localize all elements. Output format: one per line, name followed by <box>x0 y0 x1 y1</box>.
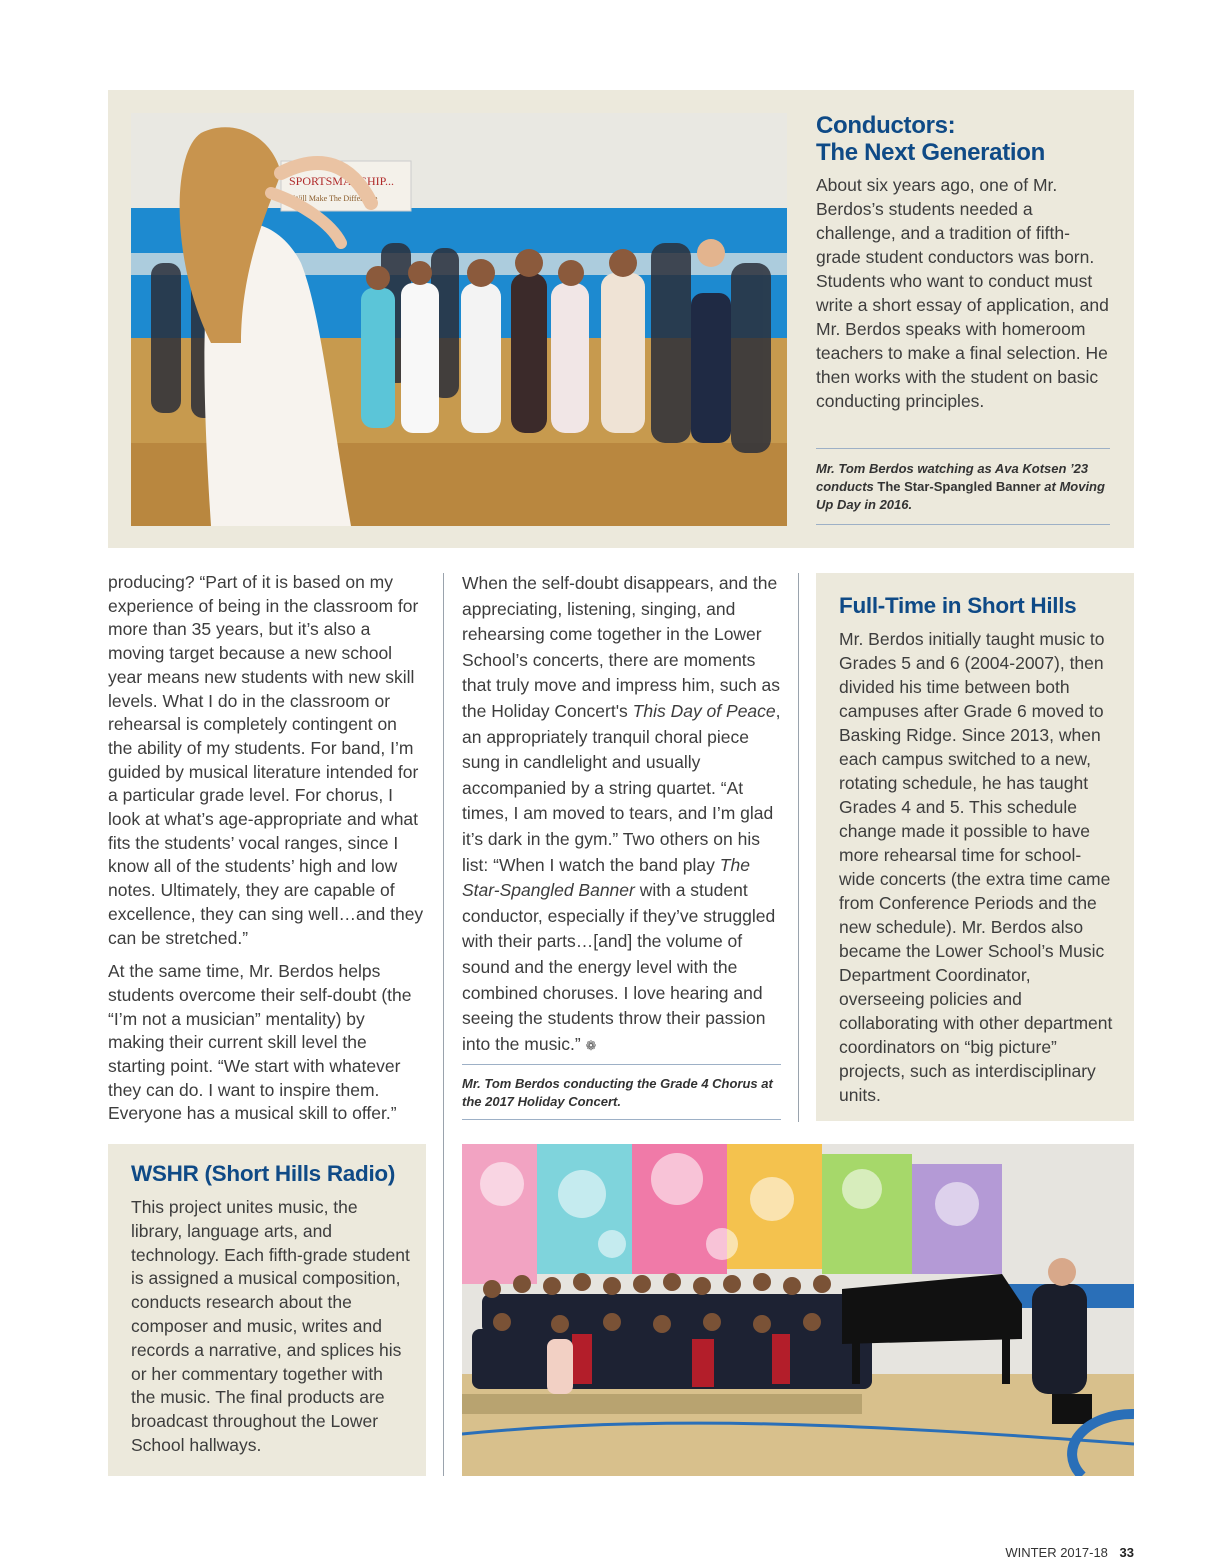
wshr-heading: WSHR (Short Hills Radio) <box>131 1161 396 1186</box>
wshr-body: This project unites music, the library, language arts, and technology. Each fifth-grade student is assigned a musical composition, conducts research about the composer and music, writes and records a narrative, and splices his or her commentary together with the music. The final products are broadcast throughout the Lower School hallways. <box>131 1197 410 1455</box>
column2-caption-rule-top <box>462 1064 781 1065</box>
article-column-2 <box>462 571 782 1058</box>
column-divider-1 <box>443 573 444 1476</box>
conductors-caption-rule-bottom <box>816 524 1110 525</box>
end-mark-icon: ❁ <box>585 1037 597 1053</box>
page-number: 33 <box>1119 1545 1134 1560</box>
issue-label: WINTER 2017-18 <box>1005 1545 1108 1560</box>
conductors-body: About six years ago, one of Mr. Berdos’s students needed a challenge, and a tradition of fifth-grade student conductors was born. Students who want to conduct must write a short essay of application, and Mr. Berdos speaks with homeroom teachers to make a final selection. He then works with the student on basic conducting principles. <box>816 175 1109 411</box>
conductors-heading-line1: Conductors: <box>816 112 956 139</box>
fulltime-heading: Full-Time in Short Hills <box>839 593 1077 618</box>
column2-text-b: , an appropriately tranquil choral piece sung in candlelight and usually accompanied by a string quartet. “At times, I am moved to tears, and I’m glad it’s dark in the gym.” Two others on his list: “When I watch the band play <box>462 700 781 875</box>
caption-song-title: The Star-Spangled Banner <box>877 479 1041 494</box>
conductors-heading-line2: The Next Generation <box>816 139 1046 166</box>
column2-italic-a: This Day of Peace <box>632 700 776 721</box>
column-divider-2 <box>798 573 799 1122</box>
article-column-1 <box>108 571 424 1136</box>
conductor-photo <box>131 113 787 526</box>
column2-text-a: When the self-doubt disappears, and the appreciating, listening, singing, and rehearsing come together in the Lower School’s concerts, there are moments that truly move and impress him, such as the Holiday Concert's <box>462 573 781 721</box>
page-footer <box>1000 1545 1134 1560</box>
conductors-caption-rule-top <box>816 448 1110 449</box>
conductors-heading <box>816 112 1116 166</box>
column2-text-c: with a student conductor, especially if they’ve struggled with their parts…[and] the volume of sound and the energy level with the combined choruses. I love hearing and seeing the students throw their passion into the music.” <box>462 880 776 1054</box>
article-paragraph-1: producing? “Part of it is based on my experience of being in the classroom for more than 35 years, but it’s also a moving target because a new school year means new students with new skill levels. What I do in the classroom or rehearsal is completely contingent on the ability of my students. For band, I’m guided by musical literature intended for a particular grade level. For chorus, I look at what’s age-appropriate and what fits the students’ vocal ranges, since I know all of the students’ high and low notes. Ultimately, they are capable of excellence, they can sing well…and they can be stretched.” <box>108 572 424 948</box>
column2-caption-rule-bottom <box>462 1119 781 1120</box>
caption-text-post: at Moving Up Day in 2016. <box>816 479 1105 512</box>
banner-subtext: Will Make The Difference <box>293 194 378 203</box>
holiday-concert-caption: Mr. Tom Berdos conducting the Grade 4 Chorus at the 2017 Holiday Concert. <box>462 1076 773 1109</box>
column2-italic-b: The Star-Spangled Banner <box>462 854 750 901</box>
fulltime-body: Mr. Berdos initially taught music to Grades 5 and 6 (2004-2007), then divided his time between both campuses after Grade 6 moved to Basking Ridge. Since 2013, when each campus switched to a new, rotating schedule, he has taught Grades 4 and 5. This schedule change made it possible to have more rehearsal time for school-wide concerts (the extra time came from Conference Periods and the new schedule). Mr. Berdos also became the Lower School’s Music Department Coordinator, overseeing policies and collaborating with other department coordinators on “big picture” projects, such as interdisciplinary units. <box>839 629 1113 1105</box>
holiday-concert-photo <box>462 1144 1134 1476</box>
article-paragraph-2: At the same time, Mr. Berdos helps students overcome their self-doubt (the “I’m not a musician” mentality) by making their current skill level the starting point. “We start with whatever they can do. I want to inspire them. Everyone has a musical skill to offer.” <box>108 961 412 1124</box>
conductors-photo-caption <box>816 460 1110 514</box>
banner-text: SPORTSMANSHIP... <box>289 174 394 188</box>
caption-text-pre: Mr. Tom Berdos watching as Ava Kotsen ’23 conducts <box>816 461 1089 494</box>
